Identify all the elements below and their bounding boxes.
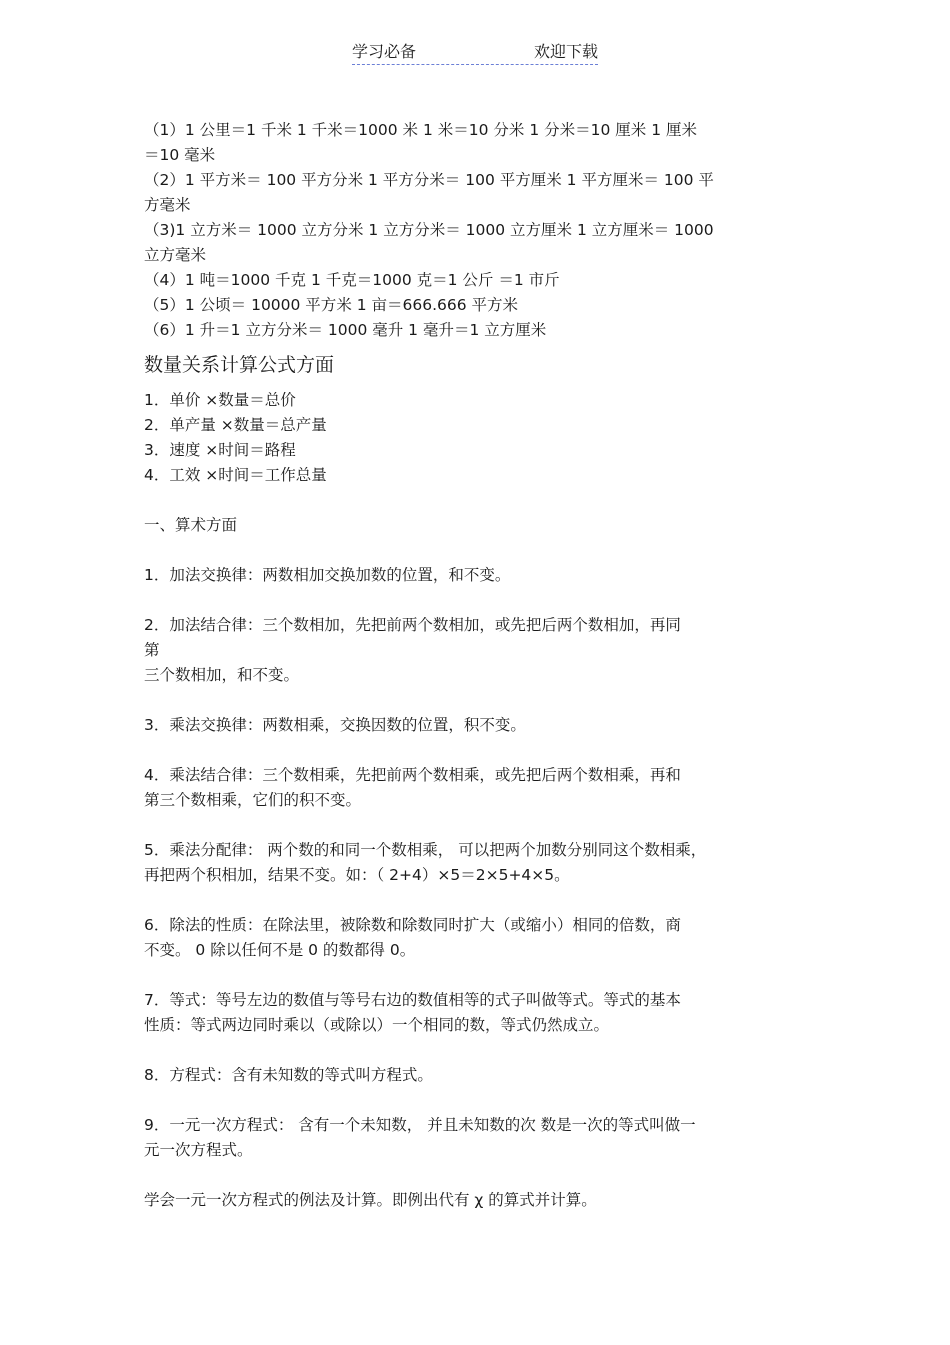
law-paragraph <box>144 913 812 963</box>
law-line: 2．加法结合律：三个数相加，先把前两个数相加，或先把后两个数相加，再同 <box>144 616 681 634</box>
law-paragraph <box>144 838 812 888</box>
header-left-text: 学习必备 <box>352 42 417 61</box>
law-paragraph <box>144 1188 812 1213</box>
unit-line: （2）1 平方米＝ 100 平方分米 1 平方分米＝ 100 平方厘米 1 平方厘米＝ 100 平 <box>144 171 714 189</box>
page-header <box>352 42 598 65</box>
unit-line: （1）1 公里＝1 千米 1 千米＝1000 米 1 米＝10 分米 1 分米＝10 厘米 1 厘米 <box>144 121 697 139</box>
law-line: 三个数相加，和不变。 <box>144 666 300 684</box>
law-line: 4．乘法结合律：三个数相乘，先把前两个数相乘，或先把后两个数相乘，再和 <box>144 766 681 784</box>
arithmetic-heading: 一、算术方面 <box>144 516 238 534</box>
law-list <box>144 538 812 1213</box>
law-line: 9．一元一次方程式： 含有一个未知数， 并且未知数的次 数是一次的等式叫做一 <box>144 1116 696 1134</box>
document-body <box>144 118 812 1213</box>
law-paragraph <box>144 763 812 813</box>
formula-item: 3．速度 ×时间＝路程 <box>144 441 296 459</box>
law-paragraph <box>144 613 812 688</box>
unit-line: ＝10 毫米 <box>144 146 216 164</box>
law-paragraph <box>144 563 812 588</box>
law-line: 第三个数相乘，它们的积不变。 <box>144 791 362 809</box>
law-line: 再把两个积相加，结果不变。如：（ 2+4）×5＝2×5+4×5。 <box>144 866 570 884</box>
law-paragraph <box>144 713 812 738</box>
formula-list <box>144 388 812 488</box>
unit-line: （5）1 公顷＝ 10000 平方米 1 亩＝666.666 平方米 <box>144 296 519 314</box>
formula-item: 4．工效 ×时间＝工作总量 <box>144 466 327 484</box>
unit-line: （4）1 吨＝1000 千克 1 千克＝1000 克＝1 公斤 ＝1 市斤 <box>144 271 560 289</box>
law-line: 第 <box>144 641 160 659</box>
formulas-heading: 数量关系计算公式方面 <box>144 354 335 376</box>
law-line: 性质：等式两边同时乘以（或除以）一个相同的数，等式仍然成立。 <box>144 1016 610 1034</box>
unit-line: （3)1 立方米＝ 1000 立方分米 1 立方分米＝ 1000 立方厘米 1 立方厘米＝ 1000 <box>144 221 714 239</box>
law-line: 学会一元一次方程式的例法及计算。即例出代有 χ 的算式并计算。 <box>144 1191 597 1209</box>
unit-line: 方毫米 <box>144 196 191 214</box>
law-paragraph <box>144 988 812 1038</box>
header-right-text: 欢迎下载 <box>533 42 598 61</box>
unit-line: （6）1 升＝1 立方分米＝ 1000 毫升 1 毫升＝1 立方厘米 <box>144 321 547 339</box>
law-line: 元一次方程式。 <box>144 1141 253 1159</box>
unit-conversions <box>144 118 812 343</box>
law-paragraph <box>144 1063 812 1088</box>
law-paragraph <box>144 1113 812 1163</box>
formula-item: 1．单价 ×数量＝总价 <box>144 391 296 409</box>
law-line: 3．乘法交换律：两数相乘，交换因数的位置，积不变。 <box>144 716 526 734</box>
formula-item: 2．单产量 ×数量＝总产量 <box>144 416 327 434</box>
unit-line: 立方毫米 <box>144 246 207 264</box>
law-line: 8．方程式：含有未知数的等式叫方程式。 <box>144 1066 433 1084</box>
law-line: 7．等式：等号左边的数值与等号右边的数值相等的式子叫做等式。等式的基本 <box>144 991 681 1009</box>
law-line: 1．加法交换律：两数相加交换加数的位置，和不变。 <box>144 566 511 584</box>
law-line: 6．除法的性质：在除法里，被除数和除数同时扩大（或缩小）相同的倍数，商 <box>144 916 681 934</box>
law-line: 不变。 0 除以任何不是 0 的数都得 0。 <box>144 941 416 959</box>
law-line: 5．乘法分配律： 两个数的和同一个数相乘， 可以把两个加数分别同这个数相乘， <box>144 841 707 859</box>
